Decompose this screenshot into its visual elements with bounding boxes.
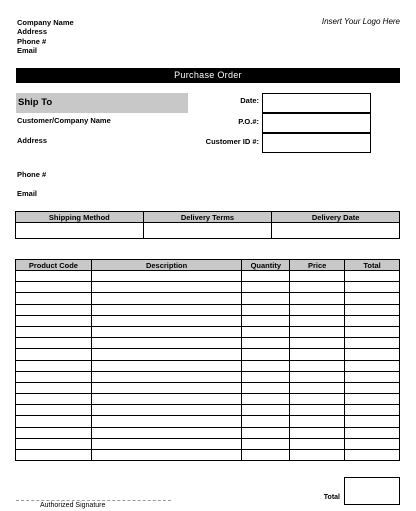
table-row [16,394,400,405]
item-cell[interactable] [242,371,290,382]
item-cell[interactable] [91,394,242,405]
document-title: Purchase Order [16,68,400,83]
delivery-terms-cell[interactable] [143,223,272,239]
item-cell[interactable] [242,282,290,293]
po-label: P.O.#: [238,117,259,126]
item-cell[interactable] [290,450,345,461]
item-cell[interactable] [345,304,400,315]
item-cell[interactable] [290,371,345,382]
item-cell[interactable] [242,427,290,438]
item-cell[interactable] [242,293,290,304]
item-cell[interactable] [91,326,242,337]
item-cell[interactable] [242,304,290,315]
price-header: Price [290,260,345,271]
shipping-table [15,211,400,239]
table-row [16,315,400,326]
table-row [16,349,400,360]
table-row [16,416,400,427]
item-cell[interactable] [242,438,290,449]
item-cell[interactable] [91,349,242,360]
table-row [16,382,400,393]
item-cell[interactable] [290,360,345,371]
customer-id-field[interactable] [262,133,371,153]
table-row [16,271,400,282]
item-cell[interactable] [16,293,92,304]
item-cell[interactable] [345,405,400,416]
signature-line [16,500,171,501]
item-cell[interactable] [345,427,400,438]
date-label: Date: [240,96,259,105]
table-row [16,405,400,416]
delivery-terms-header: Delivery Terms [143,212,272,223]
item-cell[interactable] [242,394,290,405]
item-cell[interactable] [345,338,400,349]
item-cell[interactable] [16,394,92,405]
item-cell[interactable] [242,271,290,282]
shipping-method-cell[interactable] [16,223,144,239]
item-cell[interactable] [91,338,242,349]
item-cell[interactable] [290,405,345,416]
item-cell[interactable] [345,416,400,427]
grand-total-field[interactable] [344,477,400,505]
item-cell[interactable] [290,382,345,393]
item-cell[interactable] [16,405,92,416]
item-cell[interactable] [290,304,345,315]
item-cell[interactable] [91,405,242,416]
item-cell[interactable] [16,371,92,382]
table-row [16,360,400,371]
item-cell[interactable] [290,349,345,360]
customer-id-label: Customer ID #: [205,137,259,146]
table-row [16,338,400,349]
table-row [16,326,400,337]
item-cell[interactable] [242,326,290,337]
item-cell[interactable] [242,315,290,326]
item-cell[interactable] [345,326,400,337]
item-cell[interactable] [16,382,92,393]
item-cell[interactable] [290,427,345,438]
total-header: Total [345,260,400,271]
item-cell[interactable] [242,450,290,461]
delivery-date-header: Delivery Date [272,212,400,223]
item-cell[interactable] [242,360,290,371]
item-cell[interactable] [290,326,345,337]
item-cell[interactable] [290,438,345,449]
item-cell[interactable] [290,416,345,427]
item-cell[interactable] [290,282,345,293]
table-row [16,438,400,449]
item-cell[interactable] [16,450,92,461]
company-phone: Phone # [17,37,47,46]
table-row [16,427,400,438]
product-code-header: Product Code [16,260,92,271]
item-cell[interactable] [345,293,400,304]
item-cell[interactable] [91,416,242,427]
item-cell[interactable] [91,438,242,449]
item-cell[interactable] [345,360,400,371]
item-cell[interactable] [91,315,242,326]
date-field[interactable] [262,93,371,113]
shipping-method-header: Shipping Method [16,212,144,223]
ship-to-email-label: Email [17,189,38,198]
item-cell[interactable] [16,326,92,337]
quantity-header: Quantity [242,260,290,271]
item-cell[interactable] [16,304,92,315]
item-cell[interactable] [16,315,92,326]
po-field[interactable] [262,113,371,133]
description-header: Description [91,260,242,271]
item-cell[interactable] [91,271,242,282]
item-cell[interactable] [242,349,290,360]
items-table [15,259,400,461]
item-cell[interactable] [345,438,400,449]
item-cell[interactable] [242,405,290,416]
ship-to-phone-label: Phone # [17,170,47,179]
item-cell[interactable] [91,427,242,438]
item-cell[interactable] [16,338,92,349]
item-cell[interactable] [91,293,242,304]
item-cell[interactable] [242,338,290,349]
item-cell[interactable] [345,349,400,360]
item-cell[interactable] [91,450,242,461]
item-cell[interactable] [16,360,92,371]
item-cell[interactable] [16,349,92,360]
item-cell[interactable] [16,416,92,427]
item-cell[interactable] [16,438,92,449]
company-address: Address [17,27,48,36]
ship-to-address-label: Address [17,136,48,145]
total-label: Total [323,494,340,501]
item-cell[interactable] [290,338,345,349]
item-cell[interactable] [290,315,345,326]
item-cell[interactable] [345,450,400,461]
item-cell[interactable] [290,271,345,282]
table-row [16,304,400,315]
table-row [16,450,400,461]
company-email: Email [17,46,38,55]
table-row [16,282,400,293]
item-cell[interactable] [91,304,242,315]
item-cell[interactable] [242,382,290,393]
item-cell[interactable] [290,394,345,405]
company-name: Company Name [17,18,74,27]
ship-to-heading: Ship To [16,93,188,113]
item-cell[interactable] [345,315,400,326]
item-cell[interactable] [91,360,242,371]
item-cell[interactable] [345,271,400,282]
item-cell[interactable] [345,394,400,405]
item-cell[interactable] [16,427,92,438]
item-cell[interactable] [91,382,242,393]
item-cell[interactable] [345,382,400,393]
item-cell[interactable] [345,371,400,382]
table-row [16,293,400,304]
signature-label: Authorized Signature [40,502,106,509]
ship-to-customer-label: Customer/Company Name [17,116,111,125]
delivery-date-cell[interactable] [272,223,400,239]
item-cell[interactable] [242,416,290,427]
logo-placeholder: Insert Your Logo Here [321,17,400,26]
item-cell[interactable] [91,282,242,293]
table-row [16,371,400,382]
item-cell[interactable] [16,282,92,293]
item-cell[interactable] [16,271,92,282]
item-cell[interactable] [91,371,242,382]
item-cell[interactable] [345,282,400,293]
item-cell[interactable] [290,293,345,304]
